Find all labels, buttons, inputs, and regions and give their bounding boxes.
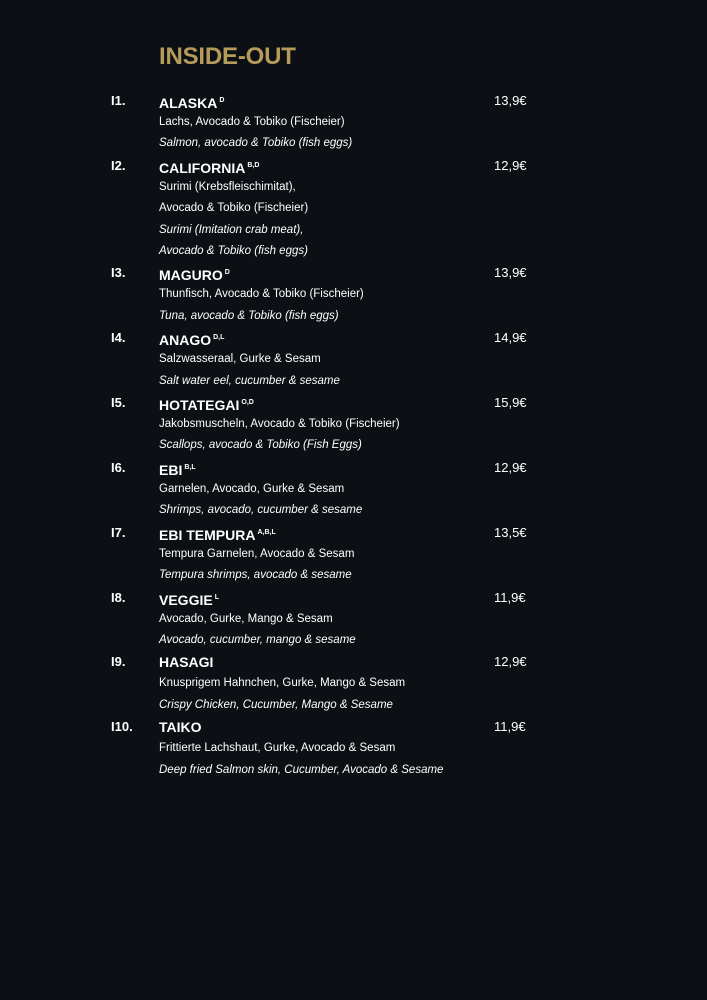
allergen-codes: B,L bbox=[184, 463, 196, 471]
item-name: HOTATEGAI bbox=[159, 397, 240, 414]
description-german: Thunfisch, Avocado & Tobiko (Fischeier) bbox=[159, 288, 364, 301]
description-english: Deep fried Salmon skin, Cucumber, Avocado & Sesame bbox=[159, 763, 444, 776]
description-german: Avocado, Gurke, Mango & Sesam bbox=[159, 612, 333, 625]
item-price: 13,9€ bbox=[494, 265, 527, 281]
item-code: I6. bbox=[111, 459, 126, 475]
description-english: Surimi (Imitation crab meat), bbox=[159, 223, 304, 236]
description-german: Tempura Garnelen, Avocado & Sesam bbox=[159, 547, 355, 560]
item-name-container bbox=[159, 392, 254, 416]
item-price: 12,9€ bbox=[494, 157, 527, 173]
item-name-container bbox=[159, 155, 259, 179]
menu-item bbox=[0, 457, 707, 522]
allergen-codes: B,D bbox=[247, 161, 260, 169]
description-english: Tempura shrimps, avocado & sesame bbox=[159, 569, 352, 582]
description-german: Salzwasseraal, Gurke & Sesam bbox=[159, 353, 321, 366]
description-english: Crispy Chicken, Cucumber, Mango & Sesame bbox=[159, 698, 393, 711]
menu-item-header bbox=[0, 155, 707, 177]
menu-item-header bbox=[0, 90, 707, 112]
item-name-container bbox=[159, 457, 196, 481]
item-code: I2. bbox=[111, 157, 126, 173]
description-german: Avocado & Tobiko (Fischeier) bbox=[159, 202, 309, 215]
description-english: Tuna, avocado & Tobiko (fish eggs) bbox=[159, 309, 339, 322]
item-name: EBI TEMPURA bbox=[159, 526, 256, 543]
item-price: 14,9€ bbox=[494, 330, 527, 346]
menu-item-header bbox=[0, 651, 707, 673]
menu-item-header bbox=[0, 457, 707, 479]
item-name: HASAGI bbox=[159, 654, 214, 671]
menu-item bbox=[0, 716, 707, 781]
menu-item-header bbox=[0, 327, 707, 349]
item-price: 12,9€ bbox=[494, 459, 527, 475]
item-code: I7. bbox=[111, 524, 126, 540]
menu-item bbox=[0, 155, 707, 263]
allergen-codes: O,D bbox=[241, 399, 254, 407]
item-name: EBI bbox=[159, 461, 183, 478]
description-english: Avocado & Tobiko (fish eggs) bbox=[159, 245, 308, 258]
section-title: INSIDE-OUT bbox=[159, 43, 296, 70]
item-code: I1. bbox=[111, 93, 126, 108]
menu-item-header bbox=[0, 716, 707, 738]
menu-item-header bbox=[0, 262, 707, 284]
description-english: Salt water eel, cucumber & sesame bbox=[159, 374, 340, 387]
item-price: 11,9€ bbox=[494, 589, 526, 605]
description-english: Scallops, avocado & Tobiko (Fish Eggs) bbox=[159, 439, 362, 452]
menu-list bbox=[0, 90, 707, 781]
menu-item bbox=[0, 522, 707, 587]
description-german: Jakobsmuscheln, Avocado & Tobiko (Fischeier) bbox=[159, 418, 400, 431]
menu-item-header bbox=[0, 587, 707, 609]
menu-item bbox=[0, 392, 707, 457]
allergen-codes: D bbox=[224, 269, 230, 277]
item-name-container bbox=[159, 522, 276, 546]
description-german: Frittierte Lachshaut, Gurke, Avocado & Sesam bbox=[159, 742, 396, 755]
allergen-codes: L bbox=[214, 593, 219, 601]
item-price: 15,9€ bbox=[494, 395, 527, 411]
item-price: 13,9€ bbox=[494, 93, 527, 108]
item-name: VEGGIE bbox=[159, 591, 213, 608]
menu-item bbox=[0, 262, 707, 327]
allergen-codes: D bbox=[219, 97, 225, 104]
item-name-container bbox=[159, 90, 224, 114]
item-price: 12,9€ bbox=[494, 654, 527, 670]
menu-item-header bbox=[0, 392, 707, 414]
item-name-container bbox=[159, 327, 224, 351]
item-code: I3. bbox=[111, 265, 126, 281]
description-german: Knusprigem Hahnchen, Gurke, Mango & Sesam bbox=[159, 677, 406, 690]
description-german: Garnelen, Avocado, Gurke & Sesam bbox=[159, 482, 345, 495]
allergen-codes: A,B,L bbox=[257, 528, 276, 536]
item-name: ALASKA bbox=[159, 95, 218, 111]
item-code: I8. bbox=[111, 589, 126, 605]
item-price: 11,9€ bbox=[494, 719, 526, 735]
item-name-container bbox=[159, 651, 213, 673]
item-name: CALIFORNIA bbox=[159, 159, 246, 176]
item-code: I5. bbox=[111, 395, 126, 411]
allergen-codes: D,L bbox=[213, 334, 225, 342]
item-name: TAIKO bbox=[159, 719, 202, 736]
item-name-container bbox=[159, 587, 219, 611]
item-code: I4. bbox=[111, 330, 126, 346]
description-german: Lachs, Avocado & Tobiko (Fischeier) bbox=[159, 116, 345, 128]
menu-item bbox=[0, 327, 707, 392]
item-name-container bbox=[159, 262, 230, 286]
menu-item bbox=[0, 90, 707, 155]
description-german: Surimi (Krebsfleischimitat), bbox=[159, 180, 296, 193]
item-price: 13,5€ bbox=[494, 524, 527, 540]
menu-item-header bbox=[0, 522, 707, 544]
description-english: Avocado, cucumber, mango & sesame bbox=[159, 633, 356, 646]
item-name-container bbox=[159, 716, 202, 738]
menu-item bbox=[0, 587, 707, 652]
item-name: ANAGO bbox=[159, 332, 212, 349]
item-code: I9. bbox=[111, 654, 126, 670]
menu-item bbox=[0, 651, 707, 716]
item-code: I10. bbox=[111, 719, 133, 735]
description-english: Salmon, avocado & Tobiko (fish eggs) bbox=[159, 137, 353, 150]
description-english: Shrimps, avocado, cucumber & sesame bbox=[159, 504, 363, 517]
item-name: MAGURO bbox=[159, 267, 223, 284]
